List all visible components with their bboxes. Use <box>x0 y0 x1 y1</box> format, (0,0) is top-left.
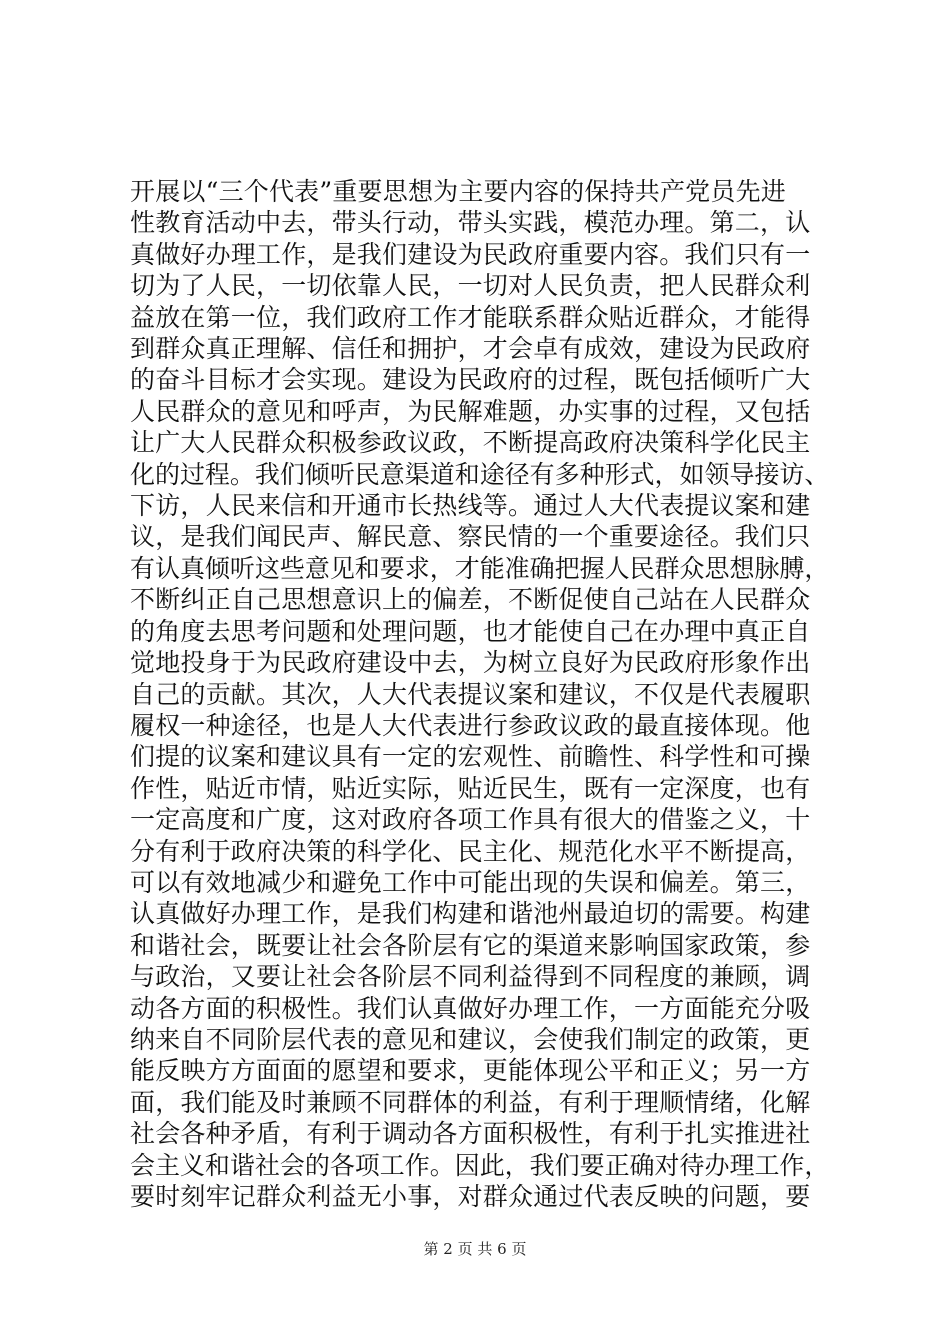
text-line: 切为了人民，一切依靠人民，一切对人民负责，把人民群众利 <box>130 271 811 301</box>
text-line: 自己的贡献。其次，人大代表提议案和建议，不仅是代表履职 <box>130 679 811 709</box>
text-line: 履权一种途径，也是人大代表进行参政议政的最直接体现。他 <box>130 710 811 740</box>
text-line: 纳来自不同阶层代表的意见和建议，会使我们制定的政策，更 <box>130 1024 811 1054</box>
text-line: 们提的议案和建议具有一定的宏观性、前瞻性、科学性和可操 <box>130 742 811 772</box>
text-line: 能反映方方面面的愿望和要求，更能体现公平和正义；另一方 <box>130 1056 811 1086</box>
text-line: 让广大人民群众积极参政议政，不断提高政府决策科学化民主 <box>130 428 811 458</box>
text-line: 和谐社会，既要让社会各阶层有它的渠道来影响国家政策，参 <box>130 930 811 960</box>
text-line: 认真做好办理工作，是我们构建和谐池州最迫切的需要。构建 <box>130 899 811 929</box>
text-line: 作性，贴近市情，贴近实际，贴近民生，既有一定深度，也有 <box>130 773 811 803</box>
text-line: 化的过程。我们倾听民意渠道和途径有多种形式，如领导接访、 <box>130 459 830 489</box>
text-line: 性教育活动中去，带头行动，带头实践，模范办理。第二，认 <box>130 208 811 238</box>
text-line: 的奋斗目标才会实现。建设为民政府的过程，既包括倾听广大 <box>130 365 811 395</box>
text-line: 的角度去思考问题和处理问题，也才能使自己在办理中真正自 <box>130 616 811 646</box>
text-line: 一定高度和广度，这对政府各项工作具有很大的借鉴之义，十 <box>130 805 811 835</box>
text-line: 不断纠正自己思想意识上的偏差，不断促使自己站在人民群众 <box>130 585 811 615</box>
page-number-footer: 第 2 页 共 6 页 <box>423 1240 527 1258</box>
text-line: 会主义和谐社会的各项工作。因此，我们要正确对待办理工作， <box>130 1150 830 1180</box>
text-line: 与政治，又要让社会各阶层不同利益得到不同程度的兼顾，调 <box>130 962 811 992</box>
text-line: 有认真倾听这些意见和要求，才能准确把握人民群众思想脉膊， <box>130 553 830 583</box>
text-line: 可以有效地减少和避免工作中可能出现的失误和偏差。第三， <box>130 867 811 897</box>
text-line: 社会各种矛盾，有利于调动各方面积极性，有利于扎实推进社 <box>130 1119 811 1149</box>
text-line: 觉地投身于为民政府建设中去，为树立良好为民政府形象作出 <box>130 648 811 678</box>
text-line: 益放在第一位，我们政府工作才能联系群众贴近群众，才能得 <box>130 302 811 332</box>
text-line: 下访，人民来信和开通市长热线等。通过人大代表提议案和建 <box>130 491 811 521</box>
text-line: 到群众真正理解、信任和拥护，才会卓有成效，建设为民政府 <box>130 334 811 364</box>
text-line: 开展以“三个代表”重要思想为主要内容的保持共产党员先进 <box>130 177 786 206</box>
text-line: 要时刻牢记群众利益无小事，对群众通过代表反映的问题，要 <box>130 1182 811 1211</box>
text-line: 议，是我们闻民声、解民意、察民情的一个重要途径。我们只 <box>130 522 811 552</box>
body-paragraph <box>130 176 830 1212</box>
text-line: 人民群众的意见和呼声，为民解难题，办实事的过程，又包括 <box>130 396 811 426</box>
text-line: 动各方面的积极性。我们认真做好办理工作，一方面能充分吸 <box>130 993 811 1023</box>
text-line: 分有利于政府决策的科学化、民主化、规范化水平不断提高， <box>130 836 811 866</box>
text-line: 面，我们能及时兼顾不同群体的利益，有利于理顺情绪，化解 <box>130 1087 811 1117</box>
text-line: 真做好办理工作，是我们建设为民政府重要内容。我们只有一 <box>130 239 811 269</box>
